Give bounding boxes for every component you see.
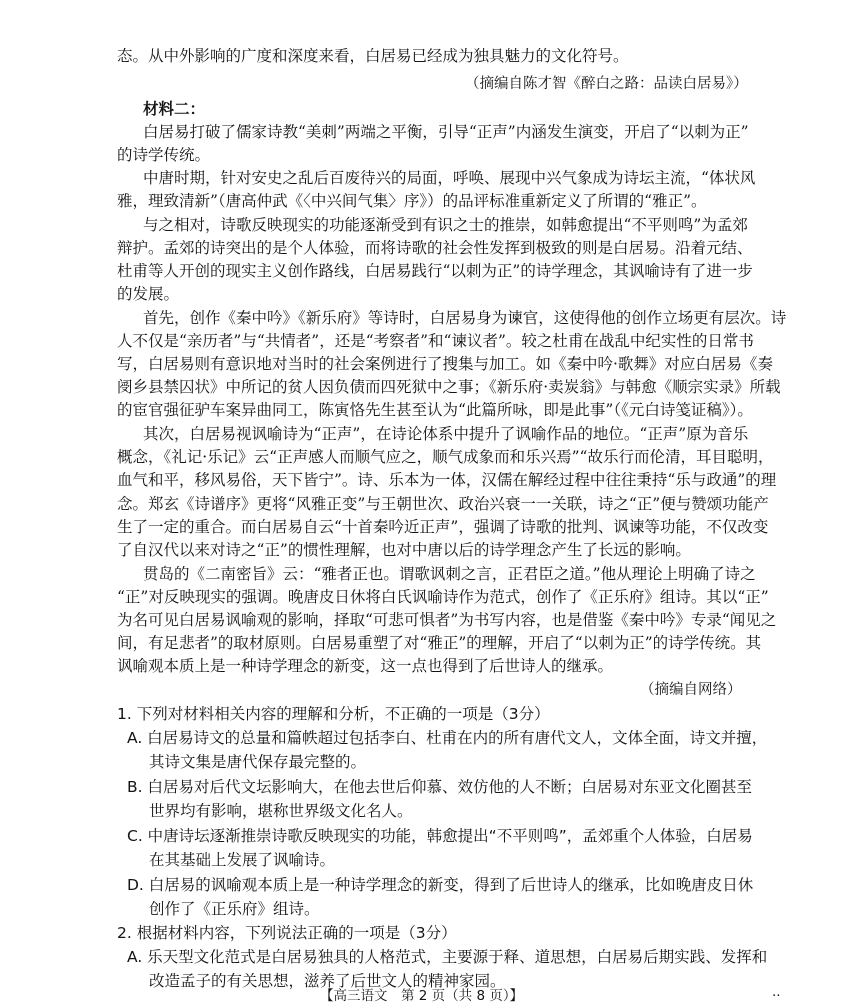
question-stem: 1. 下列对材料相关内容的理解和分析，不正确的一项是（3分） (117, 705, 550, 723)
text-line: 的诗学传统。 (117, 146, 211, 164)
page-footer: 【高三语文 第 2 页（共 8 页）】 (320, 988, 524, 1004)
source-citation: （摘编自陈才智《醉白之路：品读白居易》） (465, 76, 748, 92)
answer-option: A. 白居易诗文的总量和篇帙超过包括李白、杜甫在内的所有唐代文人，文体全面，诗文并擅， (127, 729, 768, 747)
answer-option: 改造孟子的有关思想，滋养了后世文人的精神家园。 (149, 972, 506, 990)
text-line: 辩护。孟郊的诗突出的是个人体验，而将诗歌的社会性发挥到极致的则是白居易。沿着元结、 (117, 239, 753, 257)
text-line: 贯岛的《二南密旨》云：“雅者正也。谓歌讽刺之言，正君臣之道。”他从理论上明确了诗之 (143, 565, 756, 583)
answer-option: C. 中唐诗坛逐渐推崇诗歌反映现实的功能，韩愈提出“不平则鸣”，孟郊重个人体验，白居易 (127, 827, 753, 845)
answer-option: 世界均有影响，堪称世界级文化名人。 (149, 802, 413, 820)
text-line: 讽喻观本质上是一种诗学理念的新变，这一点也得到了后世诗人的继承。 (117, 657, 614, 675)
question-stem: 2. 根据材料内容，下列说法正确的一项是（3分） (117, 924, 457, 942)
text-line: 态。从中外影响的广度和深度来看，白居易已经成为独具魅力的文化符号。 (117, 47, 629, 65)
text-line: 人不仅是“亲历者”与“共情者”，还是“考察者”和“谏议者”。较之杜甫在战乱中纪实性的日常书 (117, 332, 754, 350)
text-line: 与之相对，诗歌反映现实的功能逐渐受到有识之士的推崇，如韩愈提出“不平则鸣”为孟郊 (143, 216, 748, 234)
text-line: 雅，理致清新”（唐高仲武《〈中兴间气集〉序》）的品评标准重新定义了所谓的“雅正”。 (117, 192, 707, 210)
section-heading: 材料二： (143, 100, 206, 118)
text-line: 阌乡县禁囚状》中所记的贫人因负债而四死狱中之事；《新乐府·卖炭翁》与韩愈《顺宗实录》所载 (117, 378, 781, 396)
text-line: 念。郑玄《诗谱序》更将“风雅正变”与王朝世次、政治兴衰一一关联，诗之“正”便与赞颂功能产 (117, 495, 769, 513)
text-line: 中唐时期，针对安史之乱后百废待兴的局面，呼唤、展现中兴气象成为诗坛主流，“体状风 (143, 169, 756, 187)
text-line: 间，有足悲者”的取材原则。白居易重塑了对“雅正”的理解，开启了“以刺为正”的诗学传统。其 (117, 634, 762, 652)
text-line: 其次，白居易视讽喻诗为“正声”，在诗论体系中提升了讽喻作品的地位。“正声”原为音乐 (143, 425, 749, 443)
text-line: 白居易打破了儒家诗教“美刺”两端之平衡，引导“正声”内涵发生演变，开启了“以刺为正” (143, 123, 749, 141)
text-line: 写，白居易则有意识地对当时的社会案例进行了搜集与加工。如《秦中吟·歌舞》对应白居易《奏 (117, 355, 773, 373)
source-citation: （摘编自网络） (640, 682, 742, 698)
corner-mark: ·· (772, 988, 781, 1004)
answer-option: 在其基础上发展了讽喻诗。 (149, 851, 336, 869)
text-line: 的宦官强征驴车案异曲同工，陈寅恪先生甚至认为“此篇所咏，即是此事”（《元白诗笺证稿》）。 (117, 401, 753, 419)
answer-option: A. 乐天型文化范式是白居易独具的人格范式，主要源于释、道思想，白居易后期实践、发挥和 (127, 948, 768, 966)
answer-option: 其诗文集是唐代保存最完整的。 (149, 753, 367, 771)
answer-option: 创作了《正乐府》组诗。 (149, 900, 320, 918)
text-line: 首先，创作《秦中吟》《新乐府》等诗时，白居易身为谏官，这使得他的创作立场更有层次。诗 (143, 309, 787, 327)
text-line: 概念，《礼记·乐记》云“正声感人而顺气应之，顺气成象而和乐兴焉”“故乐行而伦清，耳目聪明， (117, 448, 774, 466)
answer-option: B. 白居易对后代文坛影响大，在他去世后仰慕、效仿他的人不断；白居易对东亚文化圈甚至 (127, 778, 752, 796)
answer-option: D. 白居易的讽喻观本质上是一种诗学理念的新变，得到了后世诗人的继承，比如晚唐皮日休 (127, 876, 754, 894)
text-line: “正”对反映现实的强调。晚唐皮日休将白氏讽喻诗作为范式，创作了《正乐府》组诗。其以“正” (117, 588, 769, 606)
text-line: 了自汉代以来对诗之“正”的惯性理解，也对中唐以后的诗学理念产生了长远的影响。 (117, 541, 691, 559)
text-line: 杜甫等人开创的现实主义创作路线，白居易践行“以刺为正”的诗学理念，其讽喻诗有了进一步 (117, 262, 753, 280)
text-line: 的发展。 (117, 285, 180, 303)
text-line: 血气和平，移风易俗，天下皆宁”。诗、乐本为一体，汉儒在解经过程中往往秉持“乐与政通”的理 (117, 471, 777, 489)
text-line: 生了一定的重合。而白居易自云“十首秦吟近正声”，强调了诗歌的批判、讽谏等功能，不仅改变 (117, 518, 769, 536)
text-line: 为名可见白居易讽喻观的影响，择取“可悲可惧者”为书写内容，也是借鉴《秦中吟》专录“闻见之 (117, 611, 777, 629)
